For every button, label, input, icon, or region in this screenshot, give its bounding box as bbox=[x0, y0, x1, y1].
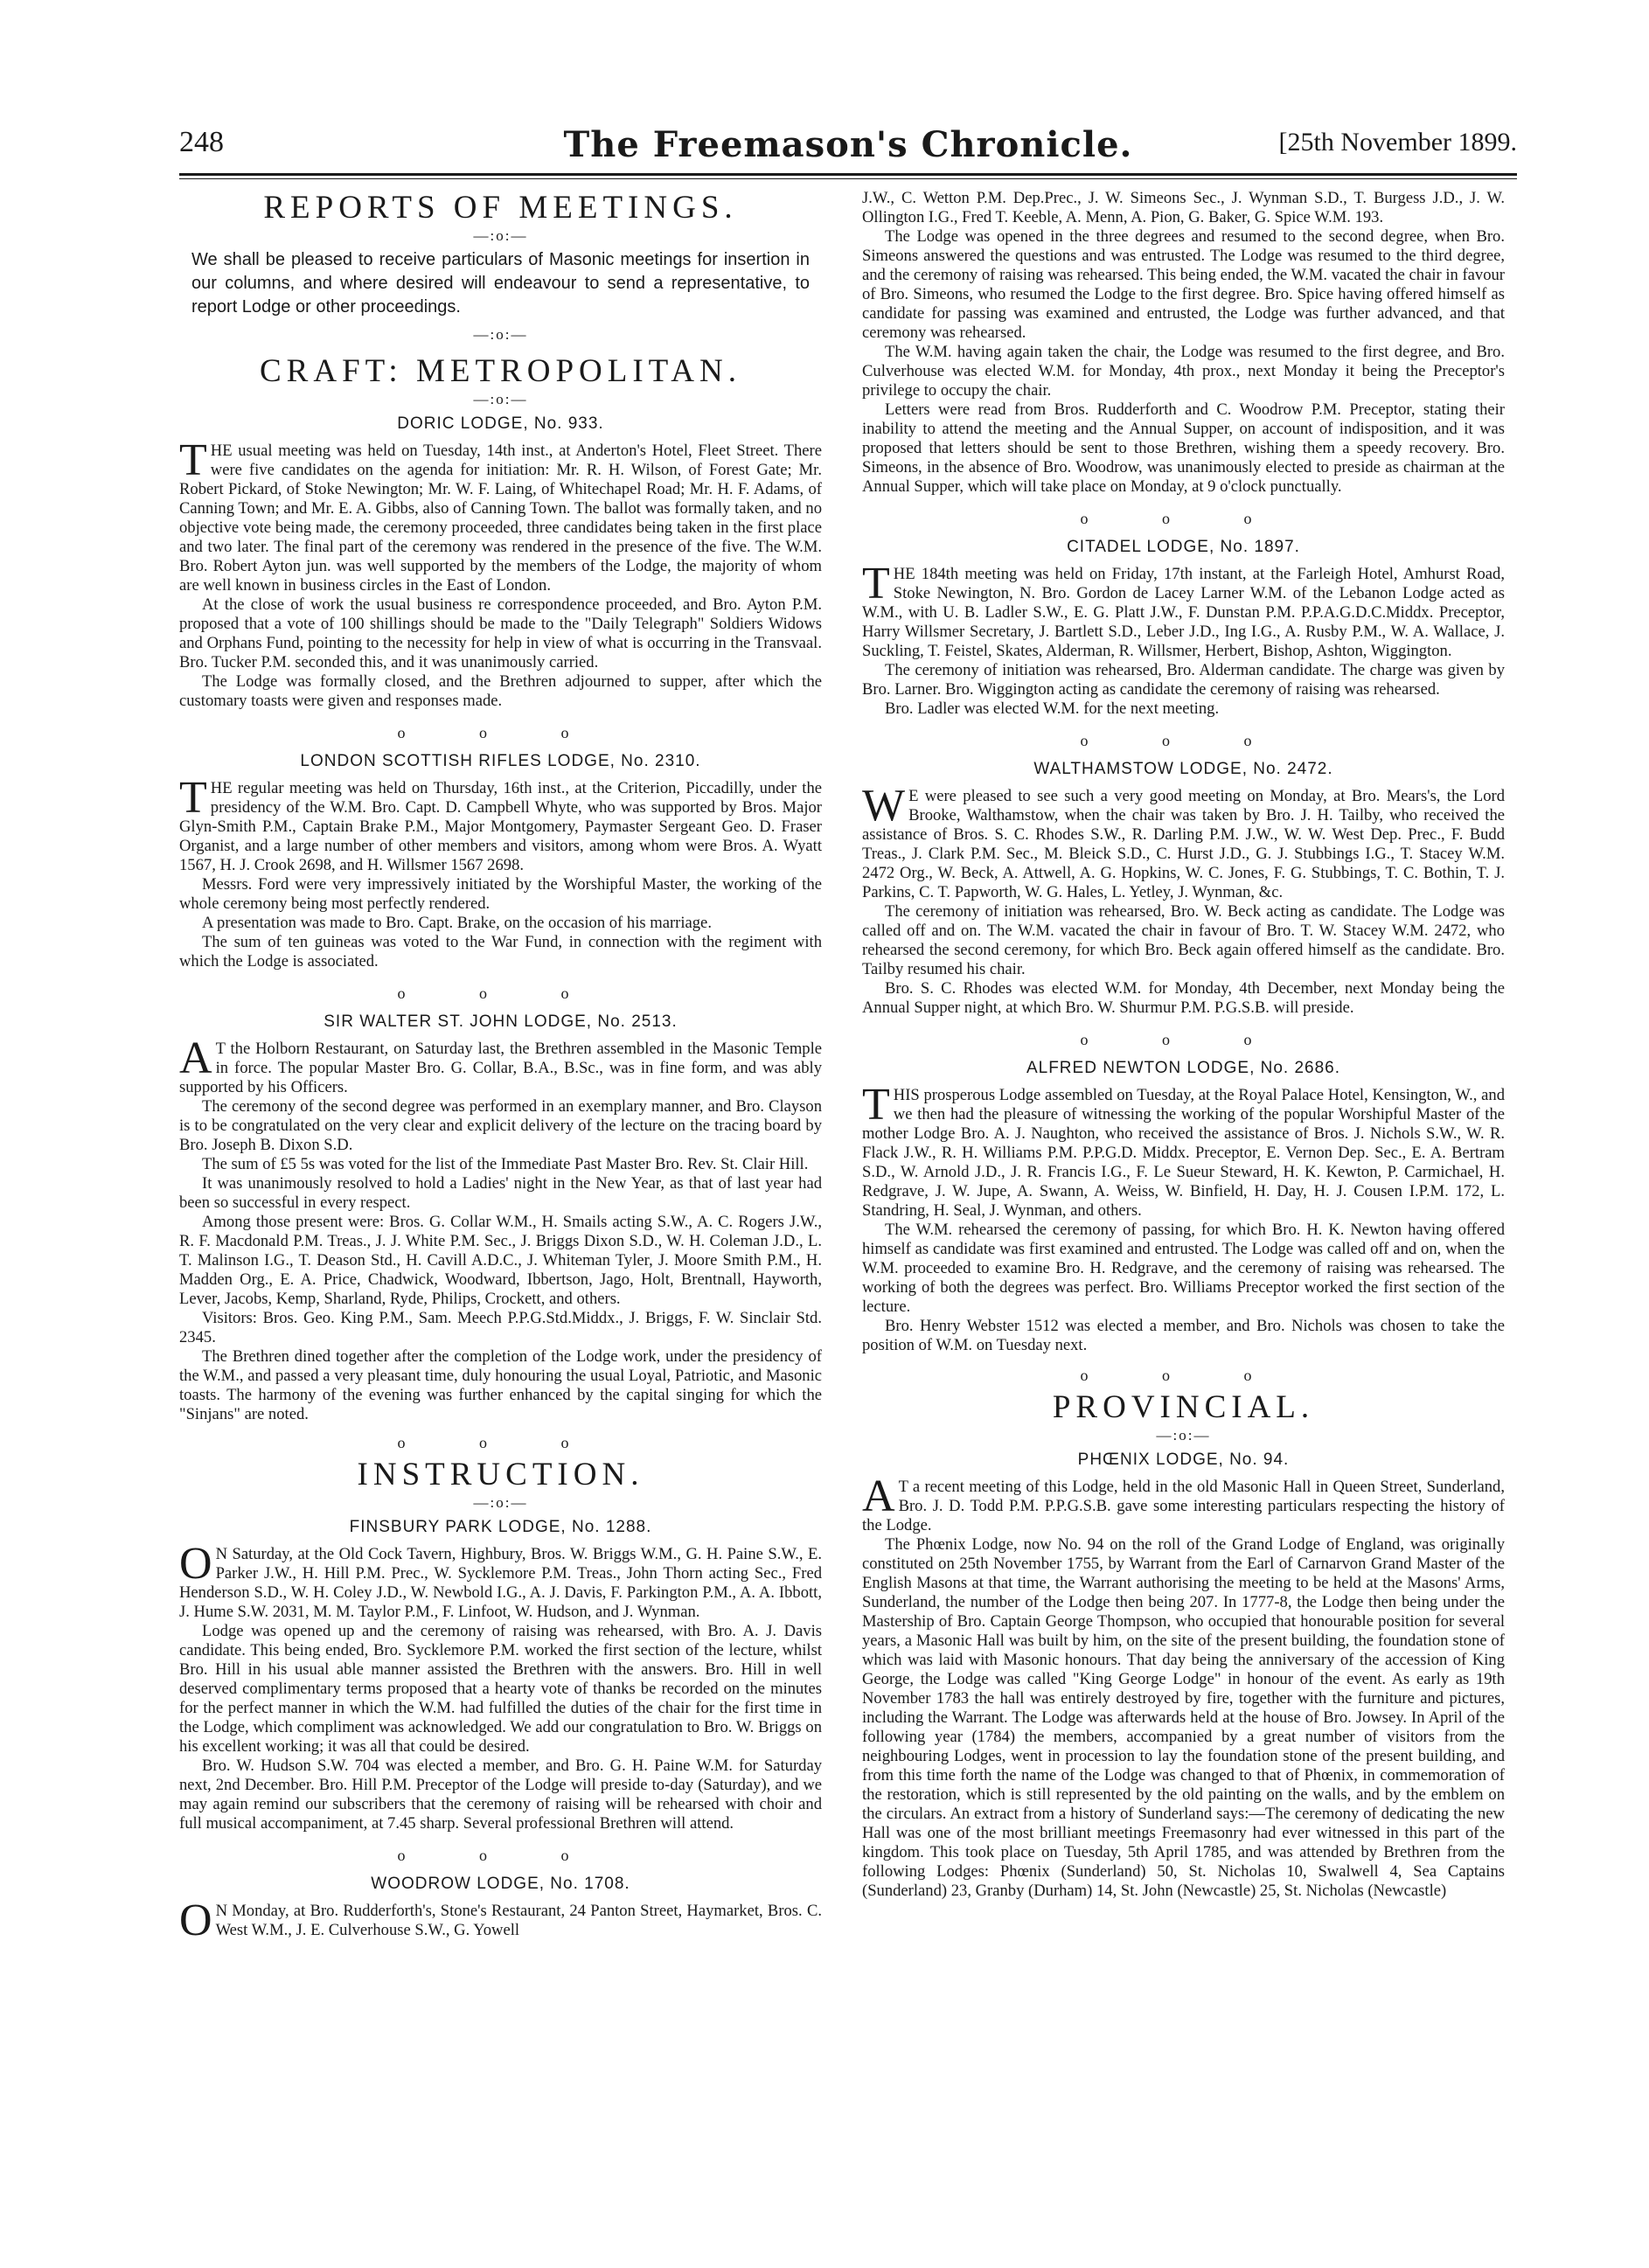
right-column bbox=[862, 189, 1505, 1901]
article-paragraph: W E were pleased to see such a very good meeting on Monday, at Bro. Mears's, the Lord Brooke, Walthamstow, when the chair was taken by Bro. J. H. Tailby, who received the assistance of Bros. S. C. Rhodes S.W., R. Darling P.M. J.W., W. W. West Dep. Prec., F. Budd Treas., J. Clark P.M. Sec., M. Bleick S.D., C. Hurst J.D., G. J. Stubbings I.G., T. Stacey W.M. 2472 Org., W. Beck, A. Attwell, A. G. Hopkins, W. C. Jones, F. G. Stubbings, T. C. Bothin, T. J. Parkins, C. T. Papworth, W. G. Hales, L. Yetley, J. Wynman, &c. bbox=[862, 781, 1505, 901]
article-paragraph: Messrs. Ford were very impressively initiated by the Worshipful Master, the working of the whole ceremony being most perfectly rendered. bbox=[179, 875, 822, 913]
article-paragraph: A T the Holborn Restaurant, on Saturday last, the Brethren assembled in the Masonic Temple in force. The popular Master Bro. G. Collar, B.A., B.Sc., was in fine form, and was ably supported by his Officers. bbox=[179, 1033, 822, 1096]
article-paragraph: The ceremony of initiation was rehearsed, Bro. Alderman candidate. The charge was given by Bro. Larner. Bro. Wiggington acting as candidate the ceremony of raising was rehearsed. bbox=[862, 661, 1505, 699]
section-separator: o o o bbox=[397, 724, 604, 741]
lodge-heading-finsbury-park: FINSBURY PARK LODGE, No. 1288. bbox=[349, 1518, 652, 1536]
article-paragraph: The W.M. having again taken the chair, the Lodge was resumed to the first degree, and Bro. Culverhouse was elected W.M. for Monday, 4th prox., next Monday it being the Preceptor's privilege to occupy the chair. bbox=[862, 343, 1505, 400]
notice-text: We shall be pleased to receive particulars of Masonic meetings for insertion in our columns, and where desired will endeavour to send a representative, to report Lodge or other proceedings. bbox=[191, 250, 810, 317]
drop-cap: A bbox=[862, 1471, 895, 1521]
article-paragraph: The sum of £5 5s was voted for the list of the Immediate Past Master Bro. Rev. St. Clair Hill. bbox=[202, 1155, 809, 1173]
article-paragraph: Bro. S. C. Rhodes was elected W.M. for Monday, 4th December, next Monday being the Annual Supper night, at which Bro. W. Shurmur P.M. P.G.S.B. will preside. bbox=[862, 979, 1505, 1017]
section-separator: o o o bbox=[397, 1847, 604, 1864]
article-paragraph: THE 184th meeting was held on Friday, 17th instant, at the Farleigh Hotel, Amhurst Road, Stoke Newington, N. Bro. Gordon de Lacey Larner W.M. of the Lebanon Lodge acted as W.M., with U. B. Ladler S.W., E. G. Platt J.W., F. Dunstan P.M. P.P.A.G.D.C.Middx. Preceptor, Harry Willsmer Secretary, J. Bartlett S.D., Leber J.D., Ing I.G., A. Rusby P.M., W. A. Wallace, J. Suckling, T. Feistel, Skates, Alderman, R. Willsmer, Herbert, Bishop, Ashton, Wiggington. bbox=[862, 559, 1505, 660]
instruction-heading: INSTRUCTION. bbox=[357, 1457, 644, 1492]
article-paragraph: A T a recent meeting of this Lodge, held in the old Masonic Hall in Queen Street, Sunderland, Bro. J. D. Todd P.M. P.P.G.S.B. gave some interesting particulars respecting the history of the Lodge. bbox=[862, 1471, 1505, 1534]
drop-cap: W bbox=[862, 781, 906, 831]
ornament-dash: —:o:— bbox=[473, 1494, 528, 1511]
article-paragraph: It was unanimously resolved to hold a Ladies' night in the New Year, as that of last year had been so successful in every respect. bbox=[179, 1174, 822, 1212]
drop-cap: T bbox=[862, 1080, 890, 1130]
section-separator: o o o bbox=[1080, 732, 1287, 749]
article-paragraph: THIS prosperous Lodge assembled on Tuesday, at the Royal Palace Hotel, Kensington, W., and we then had the pleasure of witnessing the working of the popular Worshipful Master of the mother Lodge Bro. A. J. Naughton, who received the assistance of Bros. J. Nichols S.W., W. R. Flack J.W., R. H. Williams P.M. P.P.G.D. Middx. Preceptor, E. Vernon Dep. Sec., E. A. Bertram S.D., W. Arnold J.D., J. R. Francis I.G., F. Le Sueur Steward, H. K. Kewton, P. Carmichael, H. Redgrave, J. W. Jupe, A. Swann, A. Weiss, W. Binfield, H. Day, H. J. Cousen I.P.M. 172, L. Standring, H. Seal, J. Wynman, and others. bbox=[862, 1080, 1505, 1220]
lodge-heading-woodrow: WOODROW LODGE, No. 1708. bbox=[371, 1875, 630, 1893]
masthead: The Freemason's Chronicle. bbox=[563, 124, 1133, 165]
article-paragraph: A presentation was made to Bro. Capt. Brake, on the occasion of his marriage. bbox=[202, 914, 712, 932]
reports-heading: REPORTS OF MEETINGS. bbox=[263, 190, 738, 226]
article-paragraph: Among those present were: Bros. G. Collar W.M., H. Smails acting S.W., A. C. Rogers J.W., R. F. Macdonald P.M. Treas., J. J. White P.M. Sec., J. Briggs Dixon S.D., W. H. Coleman J.D., L. T. Malinson I.G., T. Deason Std., H. Cavill A.D.C., J. Whiteman Tyler, J. Moore Smith P.M., H. Madden Org., E. A. Price, Chadwick, Woodward, Ibbertson, Jago, Holt, Brentnall, Hayworth, Lever, Jacobs, Kemp, Sharland, Ryde, Philips, Crockett, and others. bbox=[179, 1213, 822, 1308]
section-separator: o o o bbox=[1080, 510, 1287, 527]
article-paragraph: The W.M. rehearsed the ceremony of passing, for which Bro. H. K. Newton having offered himself as candidate was first examined and entrusted. The Lodge was called off and on, when the W.M. proceeded to examine Bro. H. Redgrave, and the ceremony of raising was rehearsed. The working of both the degrees was perfect. Bro. Williams Preceptor worked the first section of the lecture. bbox=[862, 1221, 1505, 1316]
lodge-heading-walthamstow: WALTHAMSTOW LODGE, No. 2472. bbox=[1033, 760, 1333, 778]
issue-date: [25th November 1899. bbox=[1278, 128, 1517, 157]
left-column bbox=[179, 189, 822, 1945]
article-paragraph: Visitors: Bros. Geo. King P.M., Sam. Meech P.P.G.Std.Middx., J. Briggs, F. W. Sinclair Std. 2345. bbox=[179, 1309, 822, 1346]
article-paragraph: O N Monday, at Bro. Rudderforth's, Stone's Restaurant, 24 Panton Street, Haymarket, Bros. C. West W.M., J. E. Culverhouse S.W., G. Yowell bbox=[179, 1896, 822, 1945]
article-paragraph: Bro. W. Hudson S.W. 704 was elected a member, and Bro. G. H. Paine W.M. for Saturday next, 2nd December. Bro. Hill P.M. Preceptor of the Lodge will preside to-day (Saturday), and we may again remind our subscribers that the ceremony of raising will be rehearsed with choir and full musical accompaniment, at 7.45 sharp. Several professional Brethren will attend. bbox=[179, 1757, 822, 1833]
drop-cap: T bbox=[179, 435, 207, 485]
craft-metropolitan-heading: CRAFT: METROPOLITAN. bbox=[260, 353, 741, 389]
article-paragraph: The ceremony of initiation was rehearsed, Bro. W. Beck acting as candidate. The Lodge was called off and on. The W.M. vacated the chair in favour of Bro. T. W. Stacey W.M. 2472, who rehearsed the second ceremony, for which Bro. Beck again offered himself as the candidate. Bro. Tailby resumed his chair. bbox=[862, 902, 1505, 978]
article-paragraph: THE regular meeting was held on Thursday, 16th inst., at the Criterion, Piccadilly, under the presidency of the W.M. Bro. Capt. D. Campbell Whyte, who was supported by Bros. Major Glyn-Smith P.M., Captain Brake P.M., Major Montgomery, Paymaster Sergeant Geo. D. Fraser Organist, and a large number of other members and visitors, among whom were Bros. A. Wyatt 1567, H. J. Crook 2698, and H. Willsmer 1567 2698. bbox=[179, 773, 822, 874]
provincial-heading: PROVINCIAL. bbox=[1052, 1389, 1315, 1425]
header-rule-thick bbox=[179, 173, 1517, 176]
article-paragraph: J.W., C. Wetton P.M. Dep.Prec., J. W. Simeons Sec., J. Wynman S.D., T. Burgess J.D., J. W. Ollington I.G., Fred T. Keeble, A. Menn, A. Pion, G. Baker, G. Spice W.M. 193. bbox=[862, 189, 1505, 226]
header-rule-thin bbox=[179, 178, 1517, 179]
ornament-dash: —:o:— bbox=[473, 391, 528, 407]
article-paragraph: Lodge was opened up and the ceremony of raising was rehearsed, with Bro. A. J. Davis candidate. This being ended, Bro. Sycklemore P.M. worked the first section of the lecture, whilst Bro. Hill in his usual able manner assisted the Brethren with the answers. Bro. Hill in well deserved complimentary terms proposed that a hearty vote of thanks be recorded on the minutes for the perfect manner in which the W.M. had fulfilled the duties of the chair for the first time in the Lodge, which compliment was acknowledged. We add our congratulation to Bro. W. Briggs on his excellent working; it was all that could be desired. bbox=[179, 1622, 822, 1756]
article-paragraph: THE usual meeting was held on Tuesday, 14th inst., at Anderton's Hotel, Fleet Street. There were five candidates on the agenda for initiation: Mr. R. H. Wilson, of Forest Gate; Mr. Robert Pickard, of Stoke Newington; Mr. W. F. Laing, of Whitechapel Road; Mr. H. F. Adams, of Canning Town; and Mr. E. A. Gibbs, also of Canning Town. The ballot was formally taken, and no objective vote being made, the ceremony proceeded, three candidates being taken in the first place and two later. The final part of the ceremony was rendered in the presence of the five. The W.M. Bro. Robert Ayton jun. was well supported by the members of the Lodge, the majority of whom are well known in business circles in the East of London. bbox=[179, 435, 822, 595]
lodge-heading-london-scottish: LONDON SCOTTISH RIFLES LODGE, No. 2310. bbox=[300, 752, 701, 770]
lodge-heading-phoenix: PHŒNIX LODGE, No. 94. bbox=[1077, 1451, 1290, 1469]
article-paragraph: The Lodge was opened in the three degrees and resumed to the second degree, when Bro. Simeons answered the questions and was entrusted. The Lodge was resumed to the third degree, and the ceremony of raising was rehearsed. This being ended, the W.M. vacated the chair in favour of Bro. Simeons, who resumed the Lodge to the first degree. Bro. Spice having offered himself as candidate for passing was examined and entrusted, the Lodge was further advanced, and that ceremony was rehearsed. bbox=[862, 227, 1505, 342]
page-header bbox=[179, 126, 1517, 171]
lodge-heading-alfred-newton: ALFRED NEWTON LODGE, No. 2686. bbox=[1026, 1059, 1341, 1077]
article-paragraph: Bro. Henry Webster 1512 was elected a member, and Bro. Nichols was chosen to take the position of W.M. on Tuesday next. bbox=[862, 1317, 1505, 1354]
drop-cap: T bbox=[862, 559, 890, 609]
article-paragraph: At the close of work the usual business re correspondence proceeded, and Bro. Ayton P.M. proposed that a vote of 100 shillings should be made to the "Daily Telegraph" Soldiers Widows and Orphans Fund, pointing to the necessity for help in view of what is occurring in the Transvaal. Bro. Tucker P.M. seconded this, and it was unanimously carried. bbox=[179, 595, 822, 671]
section-separator: o o o bbox=[397, 984, 604, 1002]
ornament-dash: —:o:— bbox=[473, 326, 528, 343]
drop-cap: T bbox=[179, 773, 207, 823]
ornament-dash: —:o:— bbox=[1156, 1427, 1211, 1444]
lodge-heading-doric: DORIC LODGE, No. 933. bbox=[397, 414, 604, 433]
article-paragraph: The ceremony of the second degree was performed in an exemplary manner, and Bro. Clayson is to be congratulated on the very clear and explicit delivery of the lecture on the tracing board by Bro. Joseph B. Dixon S.D. bbox=[179, 1097, 822, 1154]
article-paragraph: Bro. Ladler was elected W.M. for the next meeting. bbox=[885, 699, 1220, 718]
article-paragraph: The Brethren dined together after the completion of the Lodge work, under the presidency of the W.M., and passed a very pleasant time, duly honouring the usual Loyal, Patriotic, and Masonic toasts. The harmony of the evening was further enhanced by the capital singing for which the "Sinjans" are noted. bbox=[179, 1347, 822, 1423]
lodge-heading-citadel: CITADEL LODGE, No. 1897. bbox=[1067, 538, 1300, 556]
ornament-dash: —:o:— bbox=[473, 227, 528, 244]
section-separator: o o o bbox=[397, 1434, 604, 1451]
drop-cap: O bbox=[179, 1896, 212, 1945]
section-separator: o o o bbox=[1080, 1031, 1287, 1048]
drop-cap: O bbox=[179, 1539, 212, 1589]
article-paragraph: The Phœnix Lodge, now No. 94 on the roll of the Grand Lodge of England, was originally constituted on 25th November 1755, by Warrant from the Earl of Carnarvon Grand Master of the English Masons at that time, the Warrant authorising the meeting to be held at the Masons' Arms, Sunderland, the number of the Lodge then being 207. In 1777-8, the Lodge then being under the Mastership of Bro. Captain George Thompson, who occupied that honourable position for several years, a Masonic Hall was built by him, on the site of the present building, the foundation stone of which was laid with Masonic honours. That day being the anniversary of the accession of King George, the Lodge was called "King George Lodge" in honour of the event. As early as 19th November 1783 the hall was entirely destroyed by fire, together with the furniture and pictures, including the Warrant. The Lodge was afterwards held at the house of Bro. Jowsey. In April of the following year (1784) the members, accompanied by a great number of visitors from the neighbouring Lodges, went in procession to lay the foundation stone of the present building, and from this time forth the name of the Lodge was changed to that of Phœnix, in commemoration of the restoration, which is still represented by the old painting on the walls, and by the emblem on the circulars. An extract from a history of Sunderland says:—The ceremony of dedicating the new Hall was one of the most brilliant meetings Freemasonry had ever witnessed in this part of the kingdom. This took place on Tuesday, 5th April 1785, and was attended by Brethren from the following Lodges: Phœnix (Sunderland) 50, St. Nicholas 10, Swalwell 4, Sea Captains (Sunderland) 23, Granby (Durham) 14, St. John (Newcastle) 25, St. Nicholas (Newcastle) bbox=[862, 1535, 1505, 1900]
drop-cap: A bbox=[179, 1033, 212, 1083]
page-number: 248 bbox=[179, 126, 224, 158]
article-paragraph: O N Saturday, at the Old Cock Tavern, Highbury, Bros. W. Briggs W.M., G. H. Paine S.W., E. Parker J.W., H. Hill P.M. Prec., W. Sycklemore P.M. Treas., John Thorn acting Sec., Fred Henderson S.D., W. H. Coley J.D., W. Newbold I.G., A. J. Davis, F. Parkington P.M., A. A. Ibbott, J. Hume S.W. 2031, M. M. Taylor P.M., F. Linfoot, W. Hudson, and J. Wynman. bbox=[179, 1539, 822, 1621]
section-separator: o o o bbox=[1080, 1367, 1287, 1384]
article-paragraph: The sum of ten guineas was voted to the War Fund, in connection with the regiment with which the Lodge is associated. bbox=[179, 933, 822, 971]
article-paragraph: The Lodge was formally closed, and the Brethren adjourned to supper, after which the customary toasts were given and responses made. bbox=[179, 672, 822, 710]
article-paragraph: Letters were read from Bros. Rudderforth and C. Woodrow P.M. Preceptor, stating their inability to attend the meeting and the Annual Supper, on account of indisposition, and it was proposed that letters should be sent to those Brethren, wishing them a speedy recovery. Bro. Simeons, in the absence of Bro. Woodrow, was unanimously elected to preside as chairman at the Annual Supper, which will take place on Monday, at 9 o'clock punctually. bbox=[862, 400, 1505, 496]
lodge-heading-st-john: SIR WALTER ST. JOHN LODGE, No. 2513. bbox=[324, 1012, 678, 1031]
